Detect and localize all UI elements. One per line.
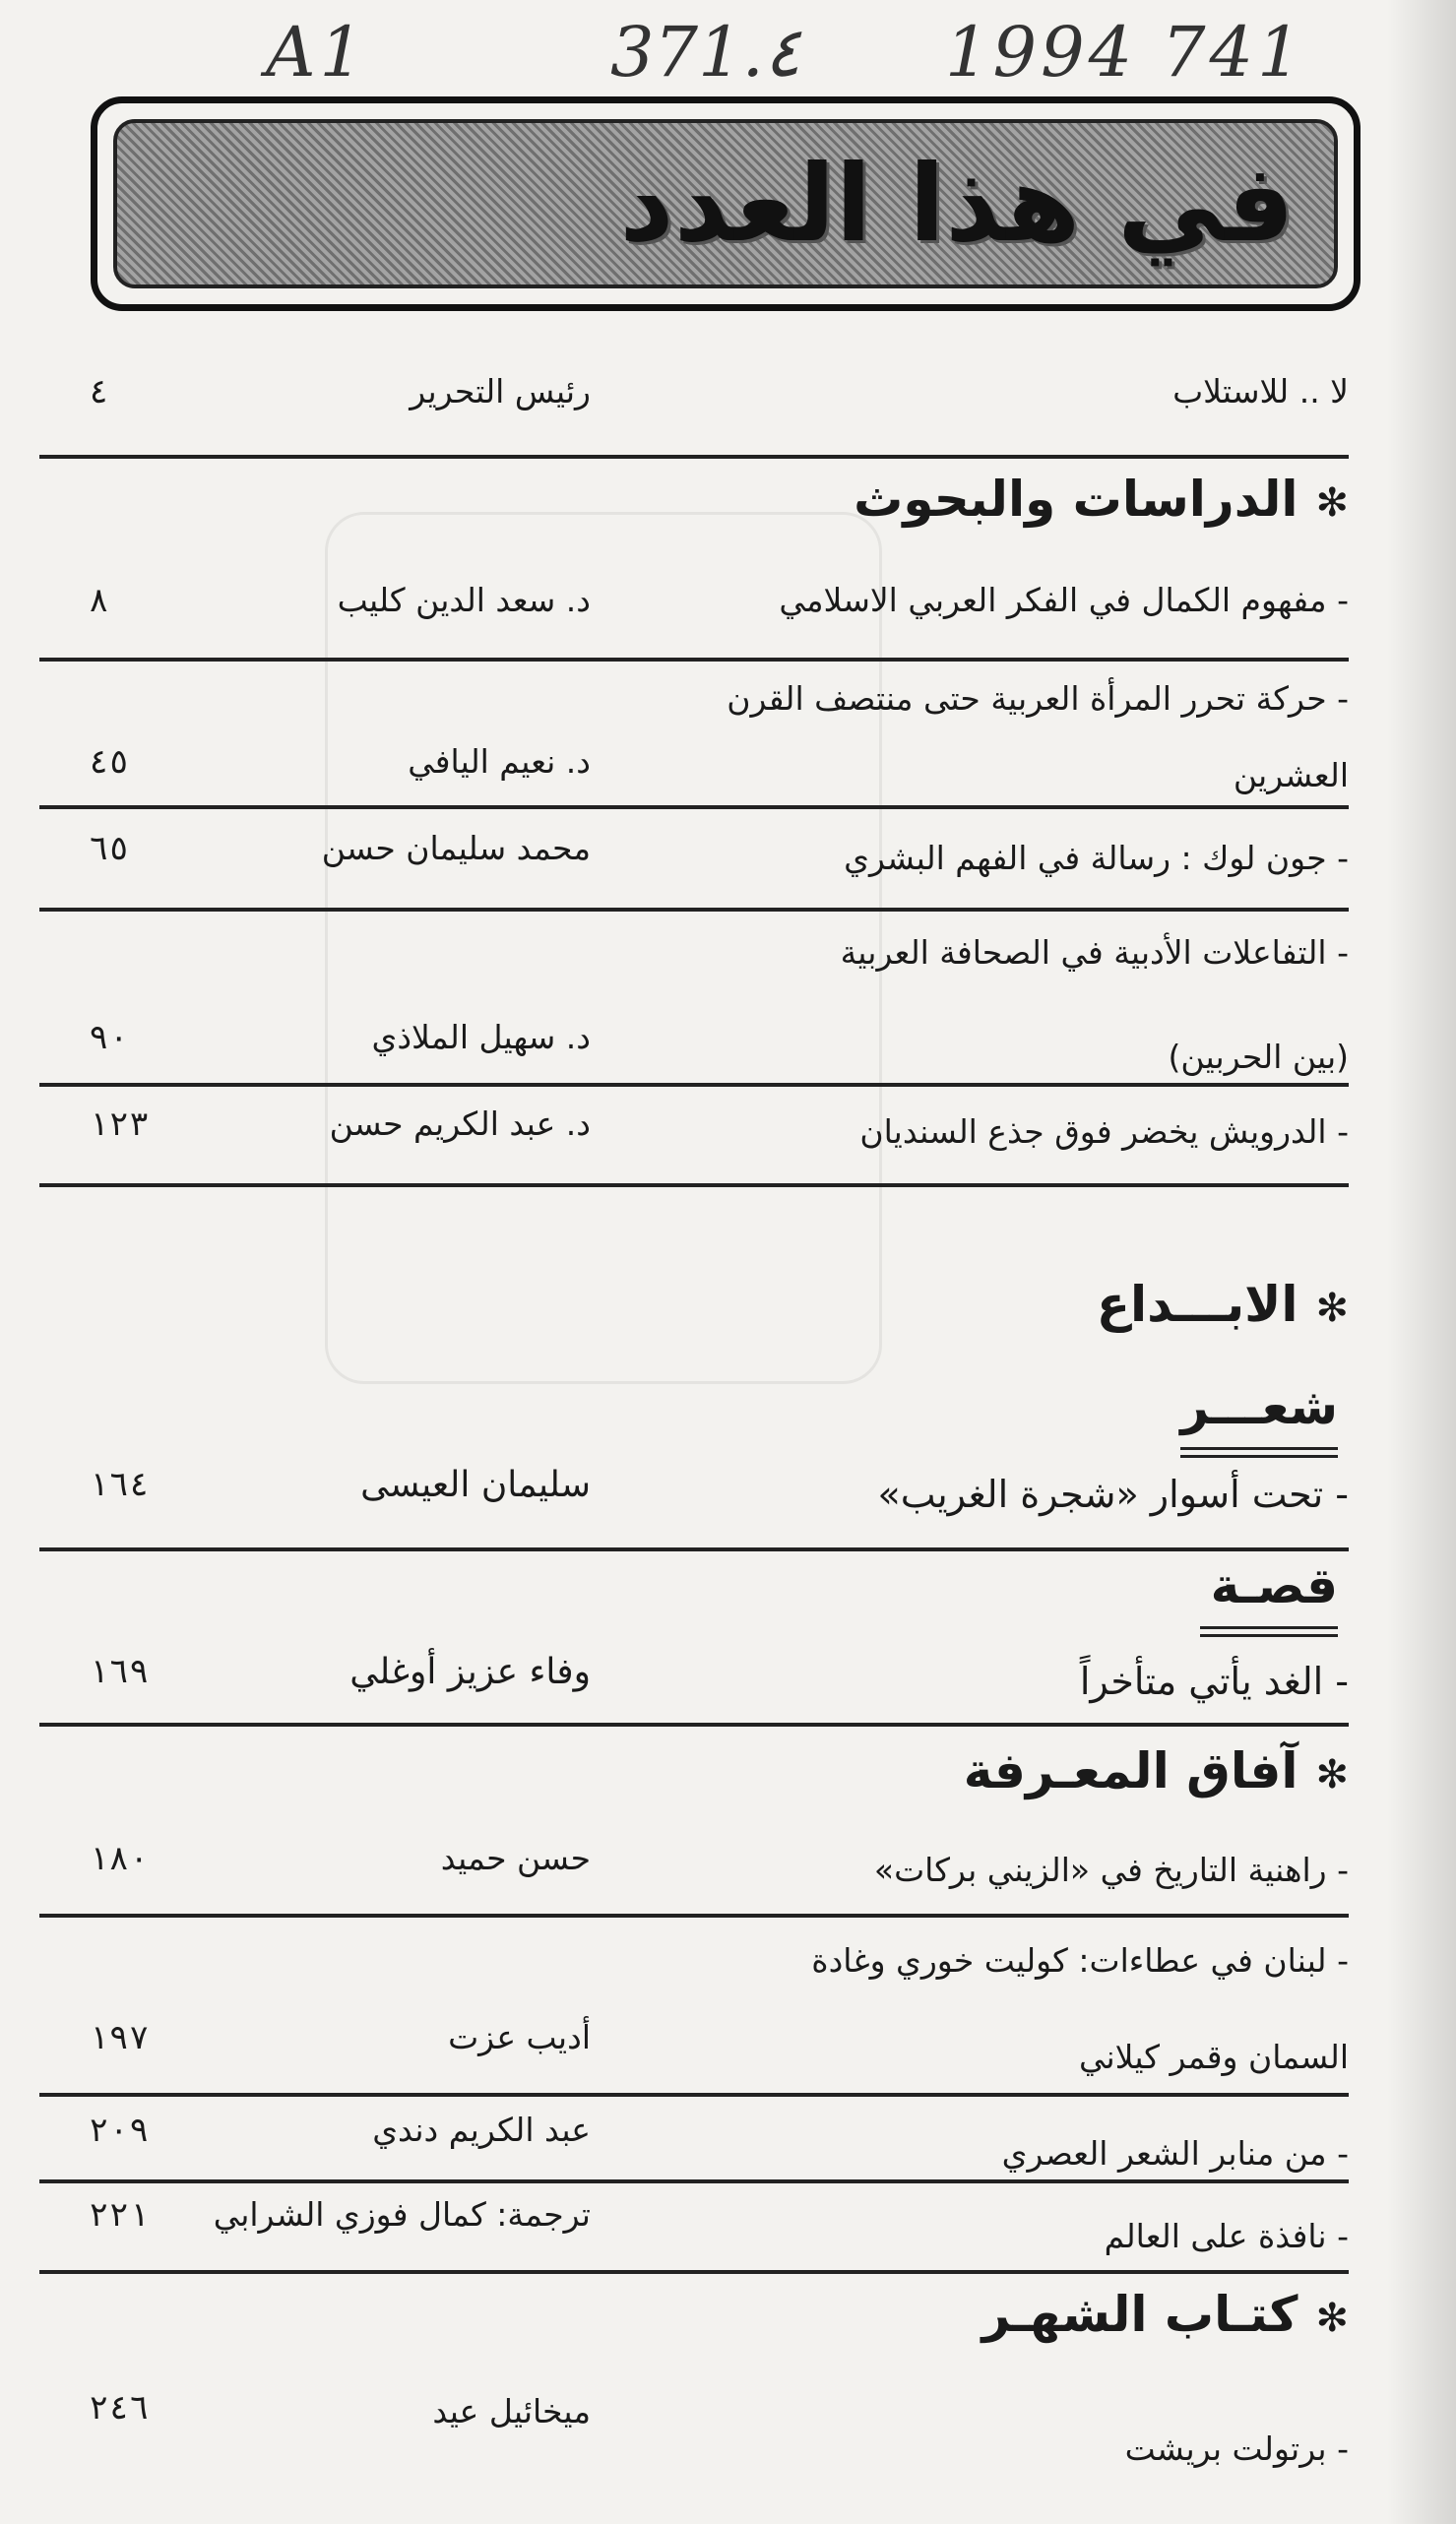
- entry-page: ٢٤٦: [89, 2388, 150, 2428]
- underline: [1180, 1447, 1338, 1450]
- entry-page: ١٨٠: [89, 1839, 150, 1878]
- entry-author: د. سهيل الملاذي: [371, 1018, 591, 1056]
- handwritten-code-4: 741: [1162, 12, 1305, 93]
- toc-entry[interactable]: [39, 2388, 1349, 2508]
- toc-entry[interactable]: [39, 1941, 1349, 2020]
- star-icon: ✻: [1315, 1285, 1349, 1331]
- subheading-story: قصـة: [1210, 1557, 1338, 1614]
- editorial-entry[interactable]: [39, 372, 1349, 451]
- divider: [39, 2093, 1349, 2097]
- entry-page: ٢٢١: [89, 2195, 150, 2235]
- underline: [1200, 1634, 1338, 1637]
- divider: [39, 1183, 1349, 1187]
- toc-entry[interactable]: [39, 1465, 1349, 1551]
- section-title: كتـاب الشهـر: [981, 2286, 1298, 2343]
- handwritten-code-1: A1: [266, 12, 368, 93]
- toc-entry[interactable]: [39, 933, 1349, 1012]
- entry-title-line2: السمان وقمر كيلاني: [1078, 2038, 1349, 2076]
- entry-page: ٨: [89, 581, 109, 620]
- entry-title: - من منابر الشعر العصري: [1001, 2134, 1349, 2173]
- star-icon: ✻: [1315, 2295, 1349, 2341]
- divider: [39, 805, 1349, 809]
- banner-pattern: [113, 119, 1338, 288]
- entry-title: - الغد يأتي متأخراً: [1079, 1660, 1349, 1703]
- entry-title: - حركة تحرر المرأة العربية حتى منتصف القرن: [727, 679, 1349, 718]
- toc-entry-continued[interactable]: [39, 1018, 1349, 1116]
- entry-page: ٦٥: [89, 829, 129, 868]
- entry-title: - الدرويش يخضر فوق جذع السنديان: [859, 1112, 1349, 1151]
- entry-author: رئيس التحرير: [410, 372, 591, 410]
- entry-author: عبد الكريم دندي: [372, 2111, 591, 2149]
- toc-entry-continued[interactable]: [39, 742, 1349, 835]
- toc-entry[interactable]: [39, 1839, 1349, 1929]
- entry-title: - نافذة على العالم: [1104, 2217, 1349, 2255]
- divider: [39, 1914, 1349, 1918]
- entry-page: ٤: [89, 372, 109, 411]
- section-heading-knowledge: [39, 1742, 1349, 1799]
- entry-author: وفاء عزيز أوغلي: [349, 1652, 591, 1692]
- section-heading-creativity: [39, 1276, 1349, 1333]
- entry-page: ١٦٤: [89, 1465, 150, 1504]
- divider: [39, 908, 1349, 912]
- divider: [39, 2270, 1349, 2274]
- entry-title: - مفهوم الكمال في الفكر العربي الاسلامي: [779, 581, 1349, 619]
- entry-page: ١٦٩: [89, 1652, 150, 1691]
- star-icon: ✻: [1315, 1751, 1349, 1798]
- entry-title: لا .. للاستلاب: [1172, 372, 1349, 410]
- toc-entry[interactable]: [39, 679, 1349, 758]
- entry-title: - جون لوك : رسالة في الفهم البشري: [844, 839, 1349, 877]
- entry-author: محمد سليمان حسن: [321, 829, 591, 867]
- entry-title: - برتولت بريشت: [1124, 2429, 1349, 2468]
- entry-page: ٩٠: [89, 1018, 129, 1057]
- entry-author: د. عبد الكريم حسن: [329, 1104, 591, 1143]
- handwritten-code-3: 1994: [945, 12, 1137, 93]
- section-heading-studies: [39, 471, 1349, 528]
- entry-author: ميخائيل عيد: [432, 2392, 591, 2430]
- page-edge-shadow: [1387, 0, 1456, 2524]
- toc-entry[interactable]: [39, 829, 1349, 917]
- underline: [1200, 1626, 1338, 1629]
- section-title: الابـــداع: [1096, 1276, 1298, 1333]
- divider: [39, 2179, 1349, 2183]
- entry-title: - التفاعلات الأدبية في الصحافة العربية: [840, 933, 1349, 972]
- toc-entry[interactable]: [39, 1652, 1349, 1738]
- divider: [39, 1547, 1349, 1551]
- star-icon: ✻: [1315, 479, 1349, 526]
- page-title: في هذا العدد: [619, 142, 1295, 266]
- divider: [39, 658, 1349, 662]
- entry-title: - لبنان في عطاءات: كوليت خوري وغادة: [811, 1941, 1349, 1980]
- entry-author: ترجمة: كمال فوزي الشرابي: [213, 2195, 591, 2234]
- entry-title: - تحت أسوار «شجرة الغريب»: [877, 1473, 1349, 1516]
- section-heading-book-of-month: [39, 2286, 1349, 2343]
- entry-author: د. سعد الدين كليب: [337, 581, 591, 619]
- underline: [1180, 1455, 1338, 1458]
- entry-author: حسن حميد: [440, 1839, 591, 1877]
- divider: [39, 1083, 1349, 1087]
- entry-title-line2: العشرين: [1233, 756, 1349, 794]
- contents-banner: [91, 96, 1361, 311]
- entry-title: - راهنية التاريخ في «الزيني بركات»: [873, 1851, 1349, 1889]
- entry-page: ١٢٣: [89, 1104, 150, 1144]
- handwritten-code-2: 371.٤: [610, 12, 801, 93]
- entry-page: ٢٠٩: [89, 2111, 150, 2150]
- toc-entry[interactable]: [39, 2195, 1349, 2296]
- entry-author: أديب عزت: [448, 2018, 591, 2056]
- entry-author: سليمان العيسى: [360, 1465, 591, 1505]
- divider: [39, 1723, 1349, 1727]
- toc-entry-continued[interactable]: [39, 2018, 1349, 2116]
- entry-page: ١٩٧: [89, 2018, 150, 2057]
- toc-entry[interactable]: [39, 581, 1349, 660]
- entry-author: د. نعيم اليافي: [408, 742, 591, 781]
- entry-page: ٤٥: [89, 742, 129, 782]
- section-title: آفاق المعـرفة: [963, 1742, 1298, 1799]
- subheading-poetry: شعـــر: [1180, 1378, 1338, 1435]
- divider: [39, 455, 1349, 459]
- handwritten-catalog-note: [0, 12, 1456, 110]
- entry-title-line2: (بين الحربين): [1168, 1038, 1349, 1076]
- section-title: الدراسات والبحوث: [854, 471, 1298, 528]
- toc-entry[interactable]: [39, 1104, 1349, 1191]
